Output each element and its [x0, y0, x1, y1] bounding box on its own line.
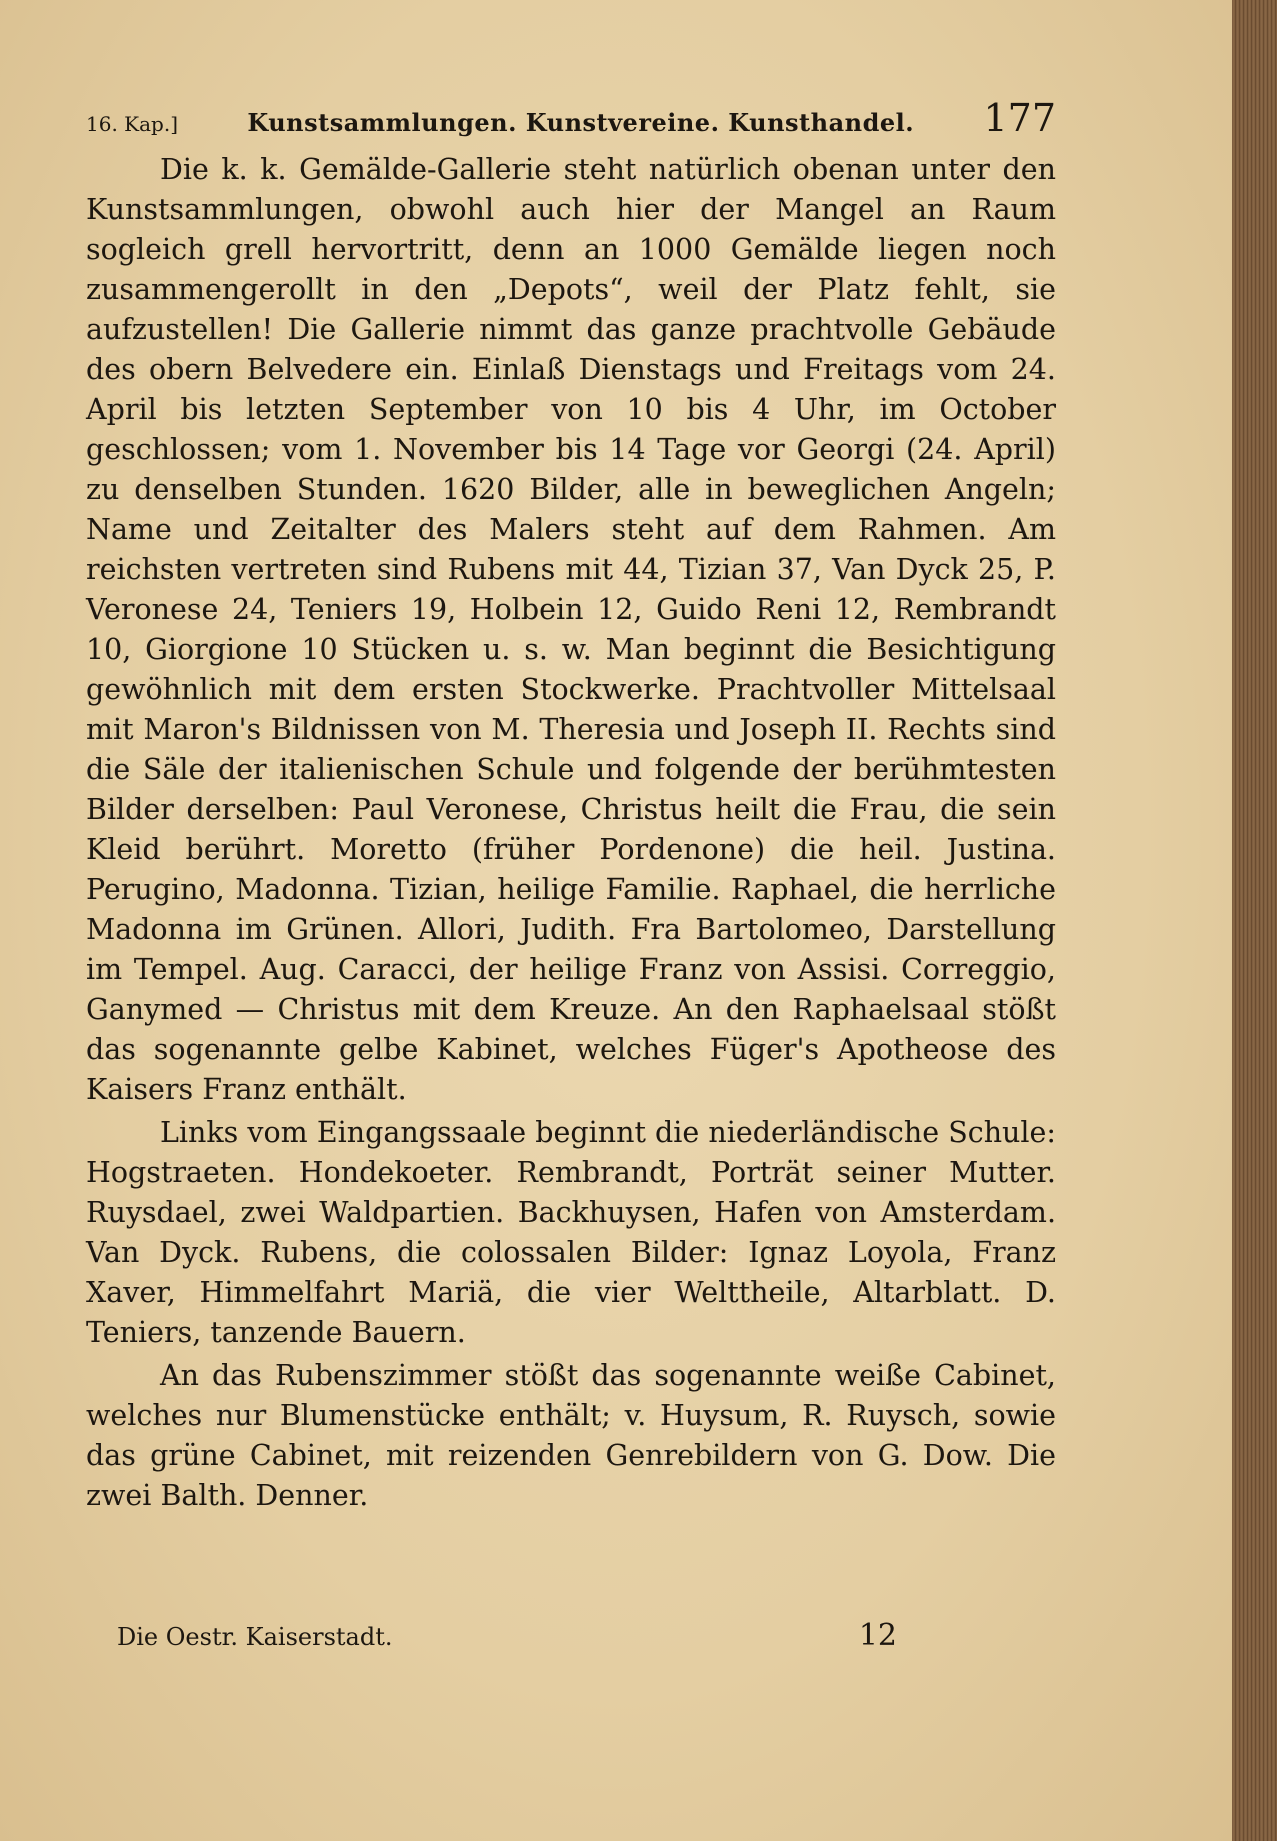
signature-number: 12: [858, 1618, 897, 1653]
book-page-edges: [1232, 0, 1277, 1841]
running-title: Kunstsammlungen. Kunstvereine. Kunsthandel.: [247, 108, 915, 137]
body-text: [86, 150, 1056, 1516]
paragraph: Links vom Eingangssaale beginnt die niederländische Schule: Hogstraeten. Hondekoeter. Rembrandt, Porträt seiner Mutter. Ruysdael, zwei Waldpartien. Backhuysen, Hafen von Amsterdam. Van Dyck. Rubens, die colossalen Bilder: Ignaz Loyola, Franz Xaver, Himmelfahrt Mariä, die vier Welttheile, Altarblatt. D. Teniers, tanzende Bauern.: [86, 1116, 1056, 1349]
running-header: [86, 96, 1056, 150]
paragraph: Die k. k. Gemälde-Gallerie steht natürlich obenan unter den Kunstsammlungen, obwohl auch hier der Mangel an Raum sogleich grell hervortritt, denn an 1000 Gemälde liegen noch zusammengerollt in den „Depots“, weil der Platz fehlt, sie aufzustellen! Die Gallerie nimmt das ganze prachtvolle Gebäude des obern Belvedere ein. Einlaß Dienstags und Freitags vom 24. April bis letzten September von 10 bis 4 Uhr, im October geschlossen; vom 1. November bis 14 Tage vor Georgi (24. April) zu denselben Stunden. 1620 Bilder, alle in beweglichen Angeln; Name und Zeitalter des Malers steht auf dem Rahmen. Am reichsten vertreten sind Rubens mit 44, Tizian 37, Van Dyck 25, P. Veronese 24, Teniers 19, Holbein 12, Guido Reni 12, Rembrandt 10, Giorgione 10 Stücken u. s. w. Man beginnt die Besichtigung gewöhnlich mit dem ersten Stockwerke. Prachtvoller Mittelsaal mit Maron's Bildnissen von M. Theresia und Joseph II. Rechts sind die Säle der italienischen Schule und folgende der berühmtesten Bilder derselben: Paul Veronese, Christus heilt die Frau, die sein Kleid berührt. Moretto (früher Pordenone) die heil. Justina. Perugino, Madonna. Tizian, heilige Familie. Raphael, die herrliche Madonna im Grünen. Allori, Judith. Fra Bartolomeo, Darstellung im Tempel. Aug. Caracci, der heilige Franz von Assisi. Correggio, Ganymed — Christus mit dem Kreuze. An den Raphaelsaal stößt das sogenannte gelbe Kabinet, welches Füger's Apotheose des Kaisers Franz enthält.: [86, 153, 1056, 1106]
chapter-label: 16. Kap.]: [86, 112, 178, 136]
signature-mark: Die Oestr. Kaiserstadt.: [117, 1623, 393, 1651]
paragraph: An das Rubenszimmer stößt das sogenannte weiße Cabinet, welches nur Blumenstücke enthält; v. Huysum, R. Ruysch, sowie das grüne Cabinet, mit reizenden Genrebildern von G. Dow. Die zwei Balth. Denner.: [86, 1359, 1056, 1512]
page-text-block: [86, 96, 1056, 1516]
page-number: 177: [983, 96, 1056, 140]
page-footer: [117, 1618, 897, 1653]
